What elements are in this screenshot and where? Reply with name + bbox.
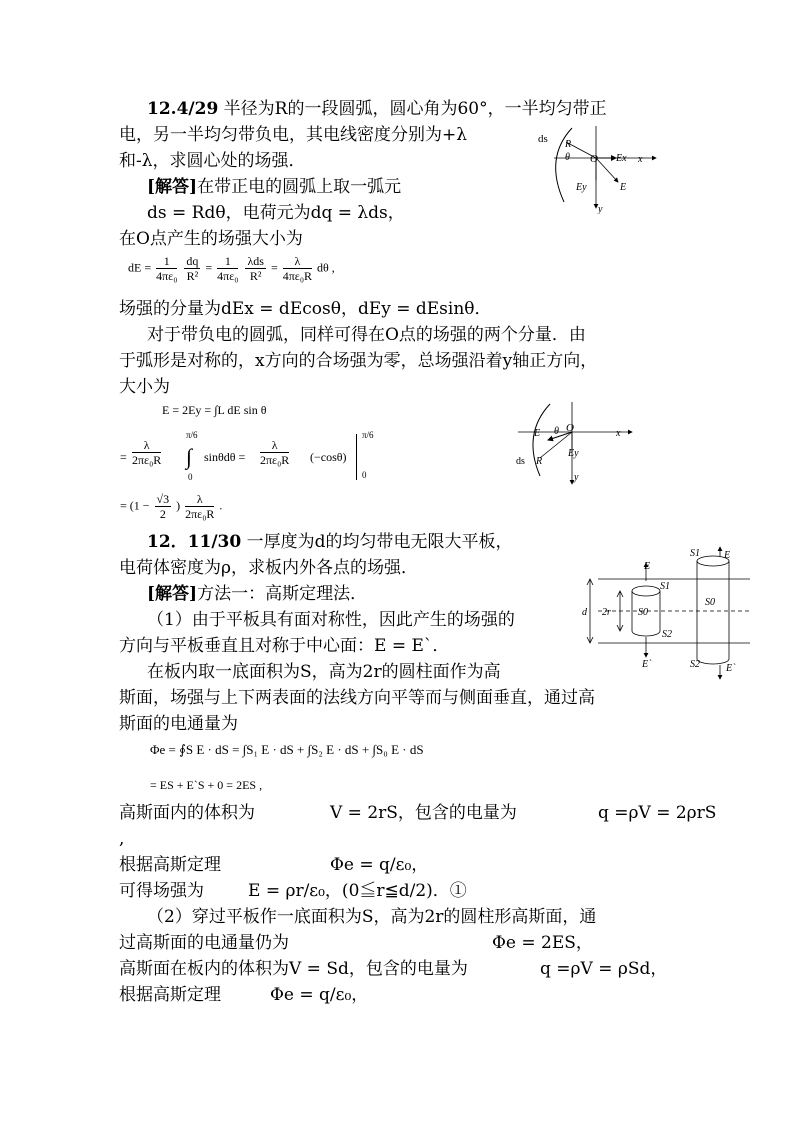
text-line: 高斯面内的体积为 xyxy=(119,803,255,823)
fig2-O-label: O xyxy=(566,422,574,434)
text-line: 根据高斯定理 xyxy=(119,855,221,875)
text-line: Φe = 2ES， xyxy=(492,933,593,953)
text-line: 电，另一半均匀带负电，其电线密度分别为+λ xyxy=(119,125,468,145)
fig1-y-label: y xyxy=(598,204,603,214)
fig3-S1-inner-label: S1 xyxy=(660,581,670,592)
text-line: （2）穿过平板作一底面积为S，高为2r的圆柱形高斯面，通 xyxy=(147,907,597,927)
equation-E-integral: E = 2Ey = ∫L dE sin θ xyxy=(162,403,267,417)
fig3-S2-label: S2 xyxy=(690,659,700,670)
text-line: V = 2rS，包含的电量为 xyxy=(330,803,517,823)
equation-dE: dE = $\frac{1}{\text{4πε₀}}$ $\frac{dq}{\text{R²}}$ = $\frac{1}{\text{4πε₀}}$ $\frac{\text{λds}}{\text{R²}}$ = $\frac{\lambda}{\text{4πε₀R}}$ dθ , xyxy=(128,254,335,283)
text-line: 于弧形是对称的，x方向的合场强为零，总场强沿着y轴正方向， xyxy=(119,351,598,371)
fig3-Eprime-outer-label: E` xyxy=(726,663,736,674)
problem-heading: 12．11/30 一厚度为d的均匀带电无限大平板， xyxy=(147,532,513,552)
fig1-O-label: O xyxy=(590,153,598,165)
fig2-ds-label: ds xyxy=(516,456,525,467)
fig1-theta-label: θ xyxy=(565,152,570,163)
text-line: 根据高斯定理 xyxy=(119,985,221,1005)
arc-figure-2 xyxy=(510,400,642,490)
text-line: q =ρV = ρSd， xyxy=(540,959,668,979)
fig1-Ex-label: Ex xyxy=(616,153,627,164)
fig3-S2-inner-label: S2 xyxy=(662,629,672,640)
equation-flux-result: = ES + E`S + 0 = 2ES , xyxy=(150,778,263,792)
text-line: 过高斯面的电通量仍为 xyxy=(119,933,289,953)
fig1-R-label: R xyxy=(565,139,572,150)
fig2-y-label: y xyxy=(574,472,579,483)
arc-figure-1 xyxy=(532,122,664,214)
answer-heading: [解答]在带正电的圆弧上取一弧元 xyxy=(147,177,402,197)
equation-flux: Φe = ∮S E · dS = ∫S₁ E · dS + ∫S₂ E · dS + ∫S₀ E · dS xyxy=(150,742,424,757)
fig3-E-top-label: E xyxy=(724,550,731,561)
text-line: Φe = q/ε₀， xyxy=(330,855,429,875)
text-line: E = ρr/ε₀，(0≦r≦d/2)．① xyxy=(248,881,467,901)
fig1-E-label: E xyxy=(620,182,627,193)
fig2-x-label: x xyxy=(616,428,621,439)
fig3-E-inner-label: E xyxy=(644,561,651,572)
text-line: 大小为 xyxy=(119,377,170,397)
text-line: 在板内取一底面积为S，高为2r的圆柱面作为高 xyxy=(147,662,501,682)
problem-heading: 12.4/29 半径为R的一段圆弧，圆心角为60°，一半均匀带正 xyxy=(147,99,607,119)
text-line: , xyxy=(119,829,125,849)
fig1-ds-label: ds xyxy=(538,133,548,145)
text-line: q =ρV = 2ρrS xyxy=(598,803,717,823)
text-line: 斯面，场强与上下两表面的法线方向平等而与侧面垂直，通过高 xyxy=(119,688,595,708)
text-line: 电荷体密度为ρ，求板内外各点的场强． xyxy=(119,558,418,578)
text-line: 场强的分量为dEx = dEcosθ，dEy = dEsinθ． xyxy=(119,299,492,319)
equation-E-result: = (1 − $\frac{√3}{2}$ ) $\frac{\lambda}{\text{2πε₀R}}$ . xyxy=(120,492,223,521)
fig3-2r-label: 2r xyxy=(602,607,611,618)
fig1-Ey-label: Ey xyxy=(576,182,587,193)
fig3-S0-label: S0 xyxy=(705,597,715,608)
text-line: 斯面的电通量为 xyxy=(119,714,238,734)
text-line: 在O点产生的场强大小为 xyxy=(119,229,303,249)
fig2-Ey-label: Ey xyxy=(568,448,579,459)
text-line: 和-λ，求圆心处的场强． xyxy=(119,151,306,171)
text-line: ds = Rdθ，电荷元为dq = λds， xyxy=(147,203,405,223)
text-line: 方向与平板垂直且对称于中心面：E = E`． xyxy=(119,636,450,656)
fig1-x-label: x xyxy=(638,154,643,165)
fig3-d-label: d xyxy=(582,607,587,618)
fig3-S0-inner-label: S0 xyxy=(638,607,648,618)
text-line: 高斯面在板内的体积为V = Sd，包含的电量为 xyxy=(119,959,468,979)
fig2-E-label: E xyxy=(534,428,541,439)
fig3-Eprime-inner-label: E` xyxy=(642,659,652,670)
text-line: 对于带负电的圆弧，同样可得在O点的场强的两个分量．由 xyxy=(147,325,586,345)
fig3-S1-label: S1 xyxy=(690,548,700,559)
fig2-R-label: R xyxy=(536,456,543,467)
answer-heading: [解答]方法一：高斯定理法． xyxy=(147,584,368,604)
slab-gauss-figure xyxy=(580,545,755,685)
text-line: 可得场强为 xyxy=(119,881,204,901)
text-line: （1）由于平板具有面对称性，因此产生的场强的 xyxy=(147,610,515,630)
equation-E-evaluated: = $\frac{\lambda}{\text{2πε₀R}}$ π/6 ∫ 0 sinθdθ = $\frac{\lambda}{\text{2πε₀R}}$ (−cosθ) π/6 0 xyxy=(120,430,374,482)
text-line: Φe = q/ε₀， xyxy=(270,985,369,1005)
fig2-theta-label: θ xyxy=(554,426,559,437)
